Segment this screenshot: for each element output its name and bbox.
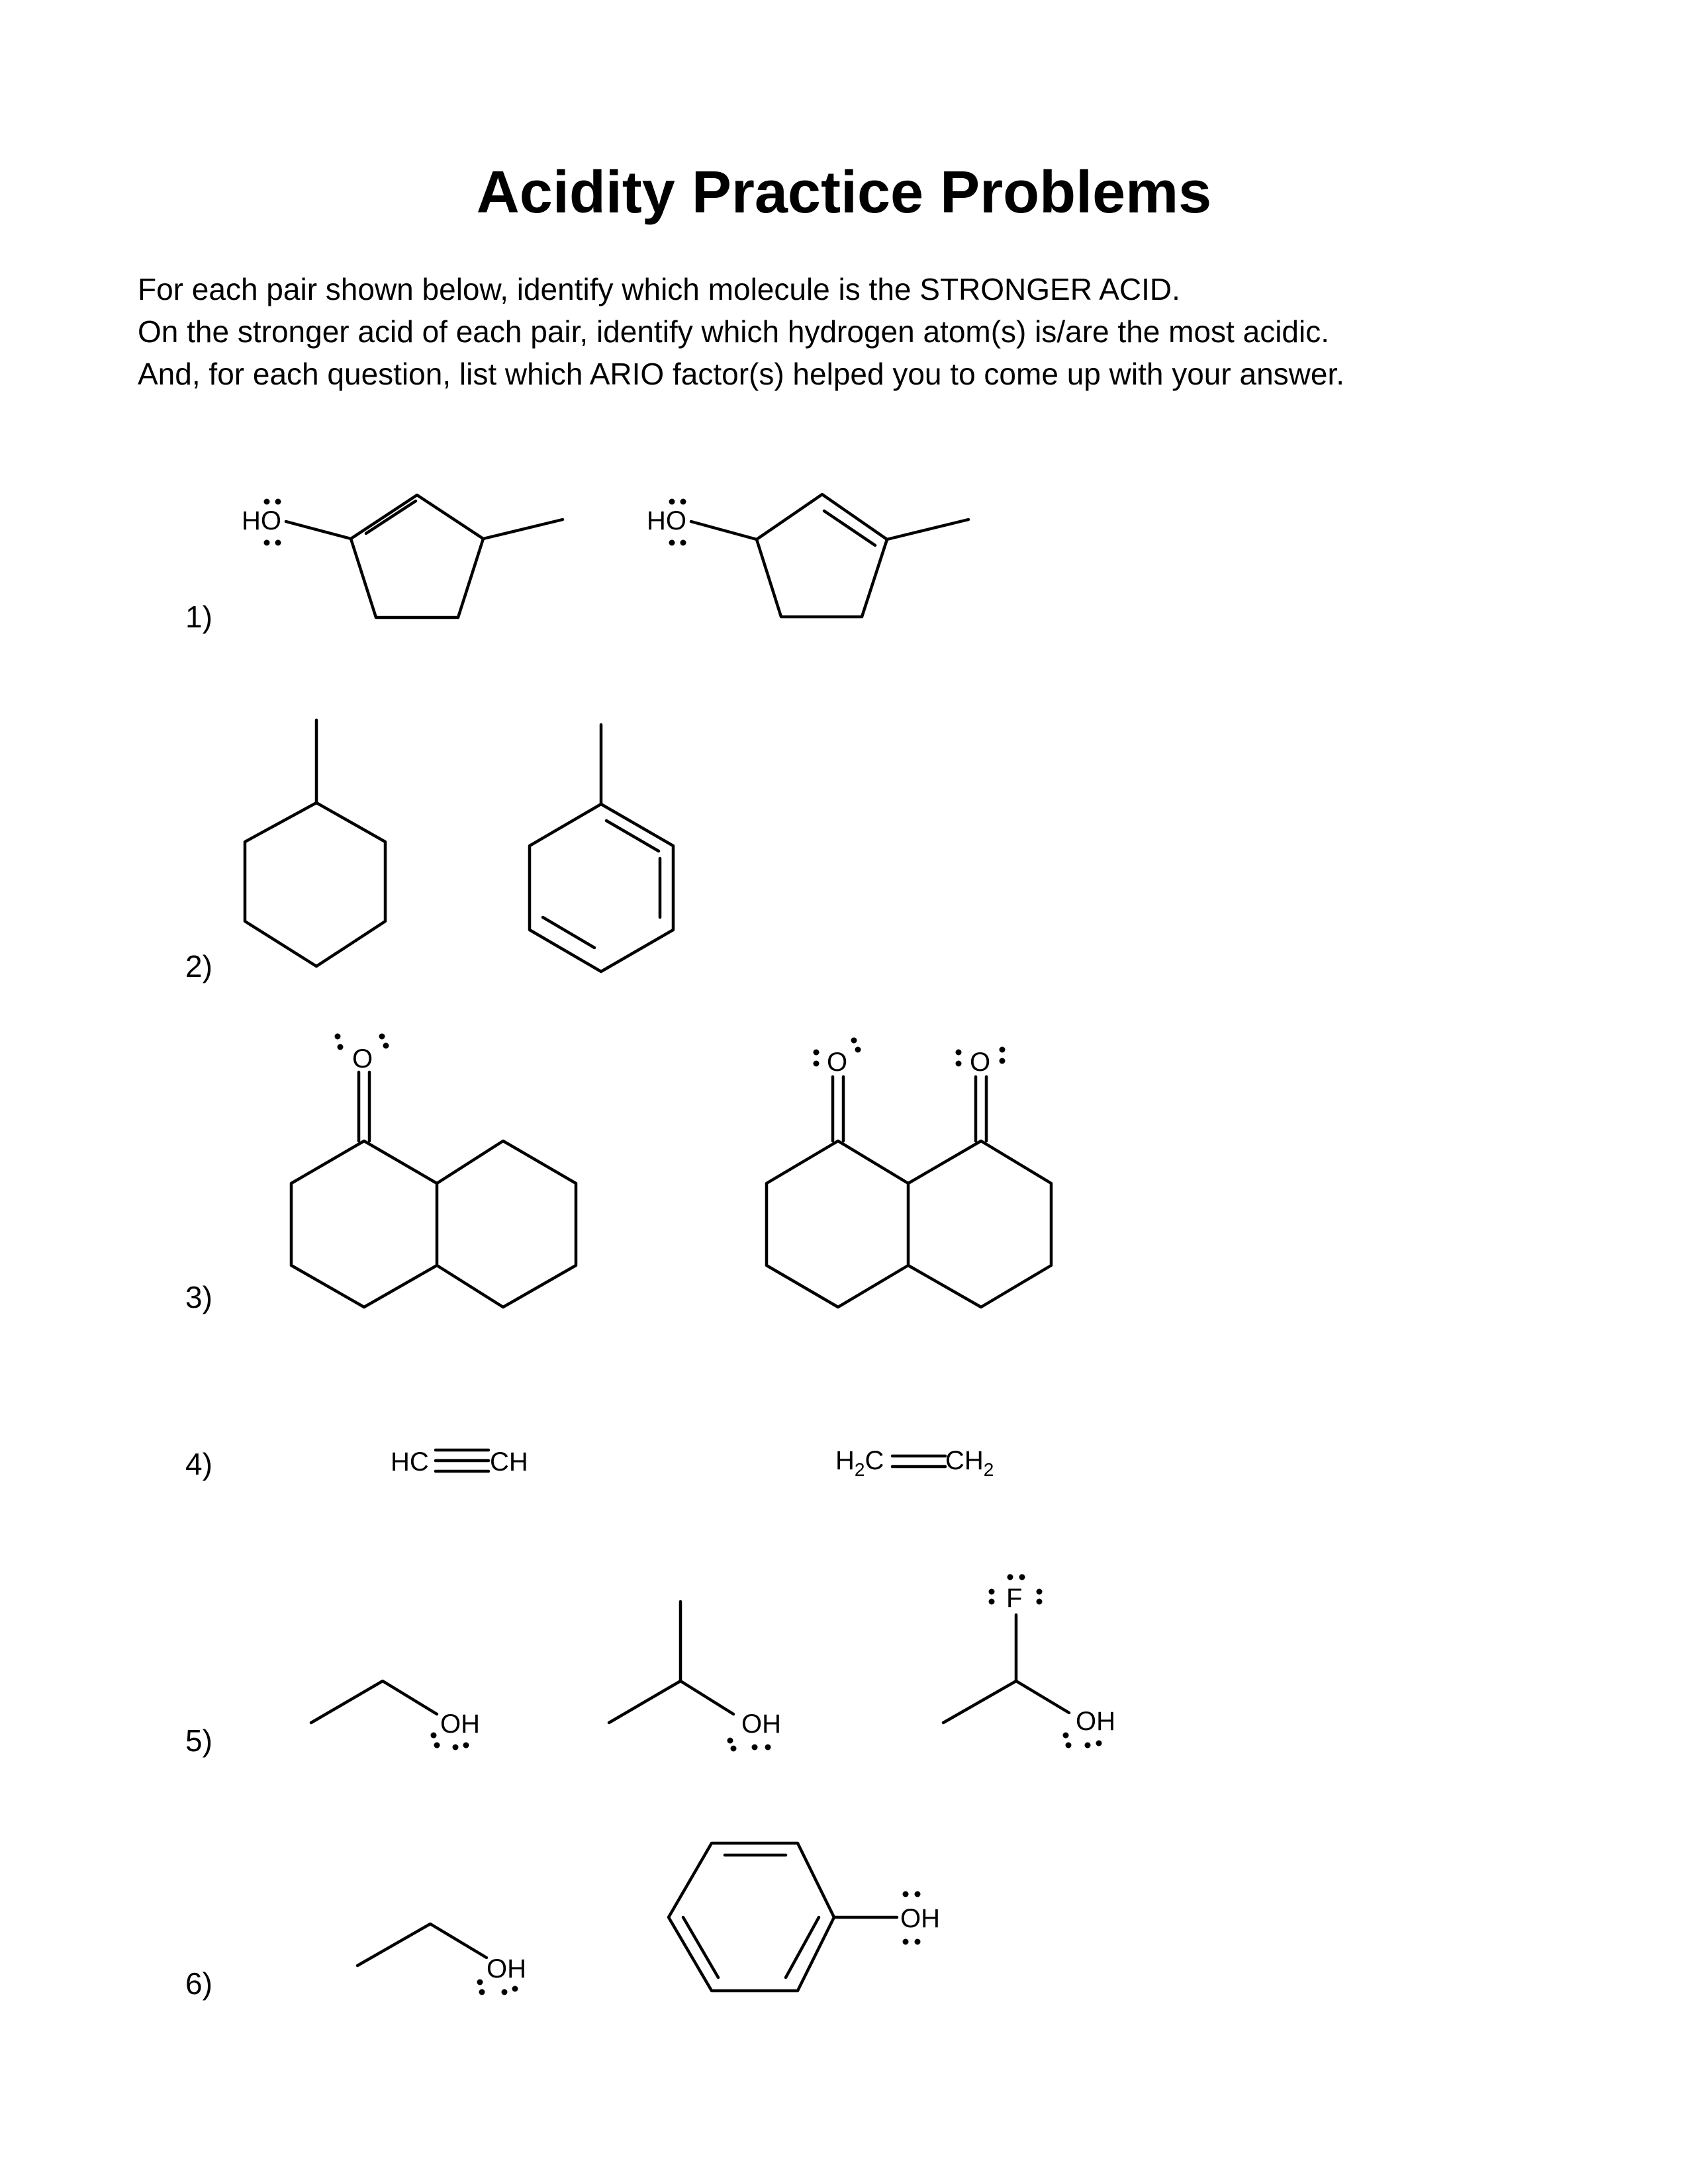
question-number-1: 1)	[185, 600, 212, 634]
h2c-label: $H_2C$	[835, 1446, 884, 1480]
ho-label: HO	[242, 506, 281, 535]
benzene-ring	[669, 1843, 834, 1991]
q4-ethyne	[391, 1447, 528, 1477]
oh-label: OH	[440, 1709, 480, 1739]
q4-ethene	[835, 1446, 994, 1480]
ring-right	[908, 1141, 1051, 1307]
cyclopentene-ring	[351, 495, 483, 617]
question-number-3: 3)	[185, 1280, 212, 1314]
page-title: Acidity Practice Problems	[476, 159, 1212, 226]
f-label: F	[1006, 1584, 1023, 1613]
o-label: O	[352, 1044, 373, 1073]
question-number-4: 4)	[185, 1447, 212, 1481]
q5-branched-alcohol	[609, 1602, 781, 1752]
cyclohexane-ring	[245, 803, 385, 966]
q6-propanol	[357, 1924, 526, 1995]
ho-label: HO	[647, 506, 686, 535]
o-label: O	[827, 1048, 848, 1077]
q1-molecule-b	[647, 494, 968, 617]
instruction-line-1: For each pair shown below, identify which molecule is the STRONGER ACID.	[138, 272, 1180, 306]
q2-methylcyclohexane	[245, 720, 385, 966]
oh-label: OH	[900, 1904, 940, 1933]
oh-label: OH	[1076, 1707, 1115, 1736]
q2-toluene	[530, 725, 673, 972]
q1-molecule-a	[242, 495, 563, 617]
hc-label: HC	[391, 1447, 429, 1477]
cyclopentene-ring	[757, 494, 887, 617]
ch-label: CH	[490, 1447, 528, 1477]
ring-left	[767, 1141, 908, 1307]
q5-fluoro-alcohol	[943, 1574, 1115, 1749]
question-number-5: 5)	[185, 1723, 212, 1758]
oh-label: OH	[741, 1709, 781, 1739]
o-label: O	[970, 1048, 991, 1077]
q3-decalone-a	[291, 1034, 576, 1308]
ring-right	[437, 1141, 576, 1307]
question-number-2: 2)	[185, 949, 212, 983]
instruction-line-2: On the stronger acid of each pair, identify which hydrogen atom(s) is/are the most acidic.	[138, 314, 1329, 349]
question-number-6: 6)	[185, 1966, 212, 2001]
q3-decalone-b	[767, 1038, 1051, 1308]
ch2-label: $CH_2$	[945, 1446, 994, 1480]
ring-left	[291, 1141, 437, 1307]
q5-propanol	[311, 1681, 480, 1751]
oh-label: OH	[487, 1954, 526, 1983]
instruction-line-3: And, for each question, list which ARIO factor(s) helped you to come up with your answer.	[138, 357, 1345, 391]
q6-phenol	[669, 1843, 940, 1991]
benzene-ring	[530, 804, 673, 972]
